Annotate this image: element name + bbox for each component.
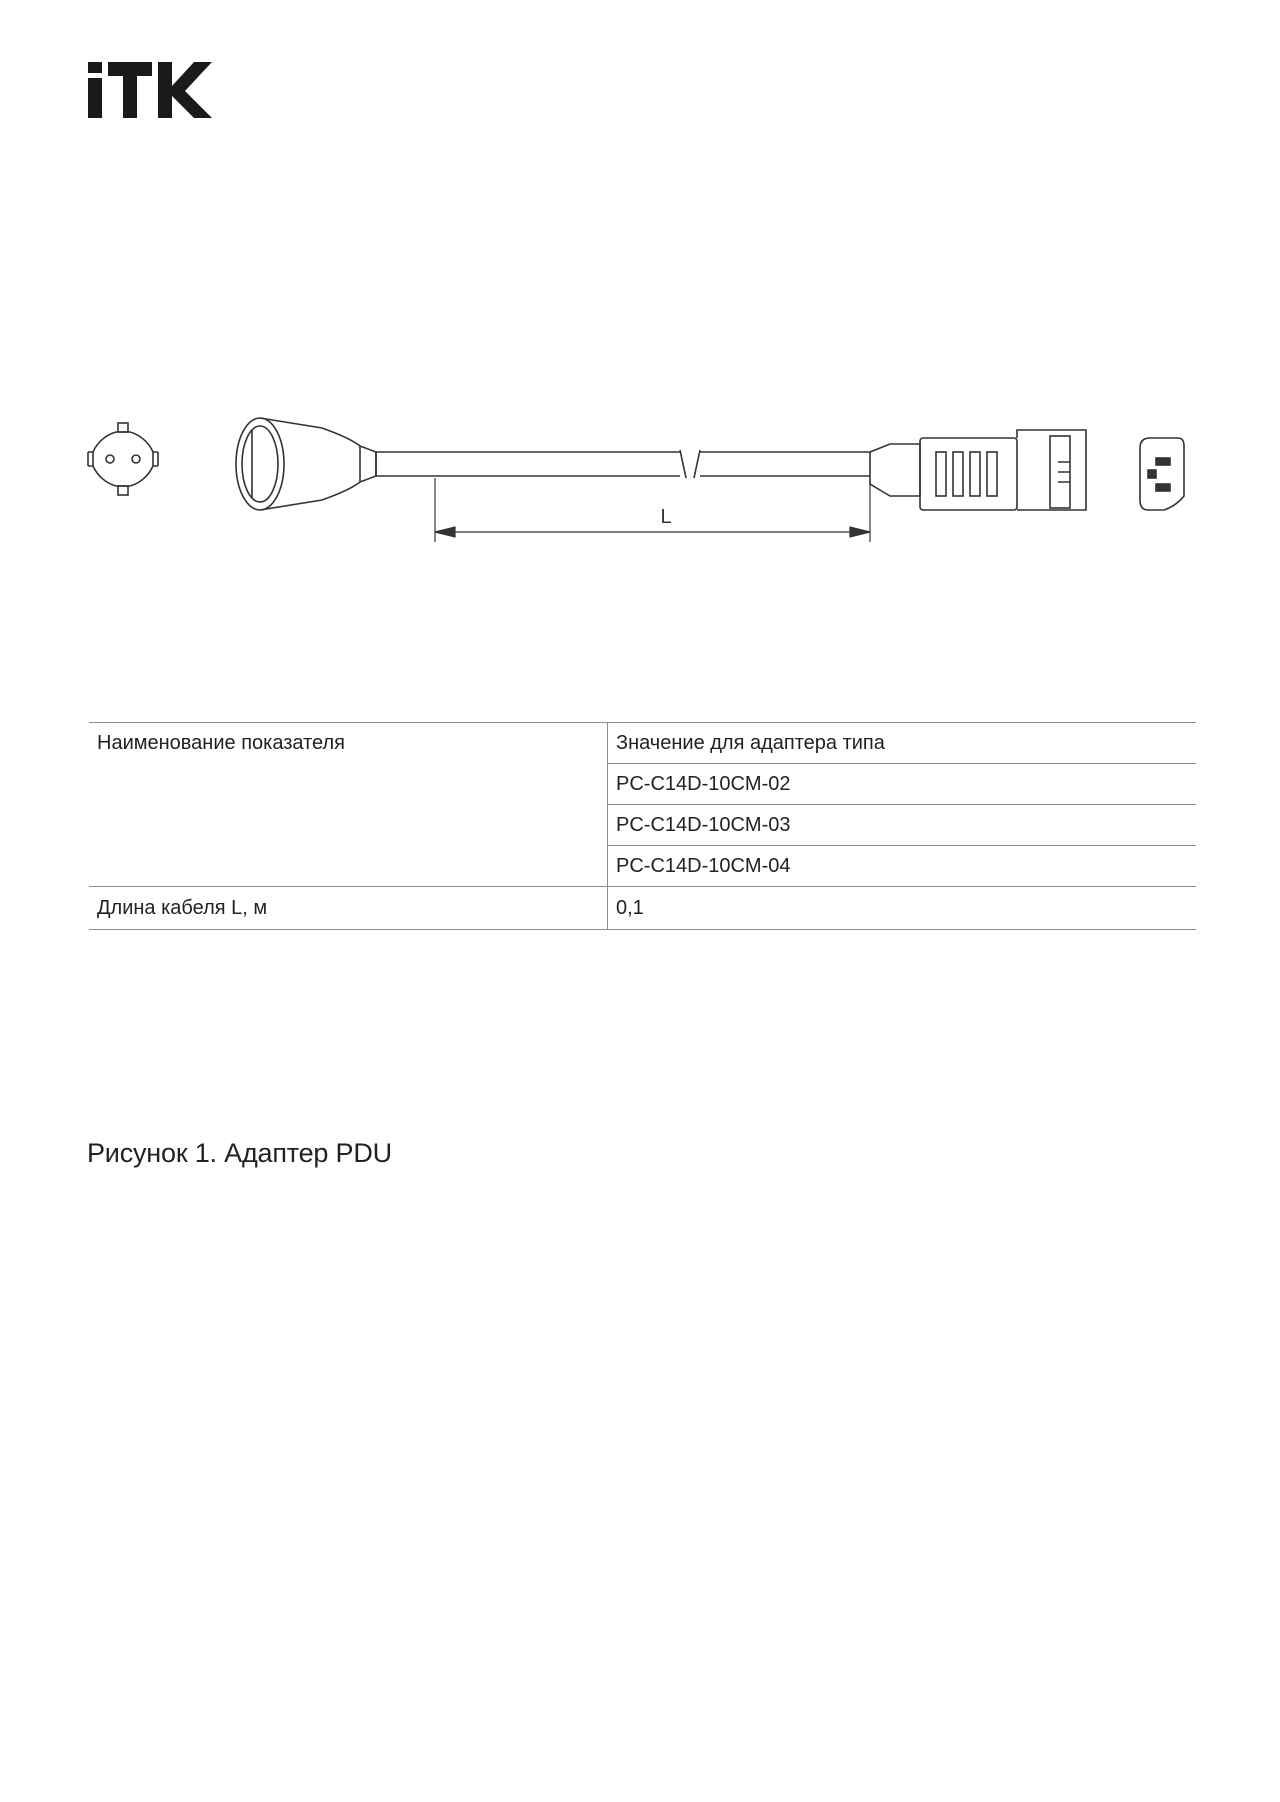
dimension-label: L [660, 506, 672, 528]
figure-caption: Рисунок 1. Адаптер PDU [87, 1138, 392, 1168]
model-cell: PC-C14D-10CM-03 [608, 805, 1197, 846]
dimension-line [435, 478, 870, 542]
c14-plug-body [870, 430, 1086, 510]
row-label-cell: Длина кабеля L, м [89, 887, 608, 930]
model-cell: PC-C14D-10CM-02 [608, 764, 1197, 805]
c14-face-view [1140, 438, 1184, 510]
schuko-socket-body [236, 418, 435, 510]
table-row [89, 887, 1196, 930]
row-value-cell: 0,1 [608, 887, 1197, 930]
header-value-cell: Значение для адаптера типа [608, 723, 1197, 764]
schuko-face-view [88, 423, 158, 495]
header-name-cell: Наименование показателя [89, 723, 608, 887]
adapter-drawing [80, 410, 1210, 560]
cable [435, 450, 870, 478]
spec-table [89, 722, 1196, 930]
model-cell: PC-C14D-10CM-04 [608, 846, 1197, 887]
itk-logo [88, 60, 212, 120]
